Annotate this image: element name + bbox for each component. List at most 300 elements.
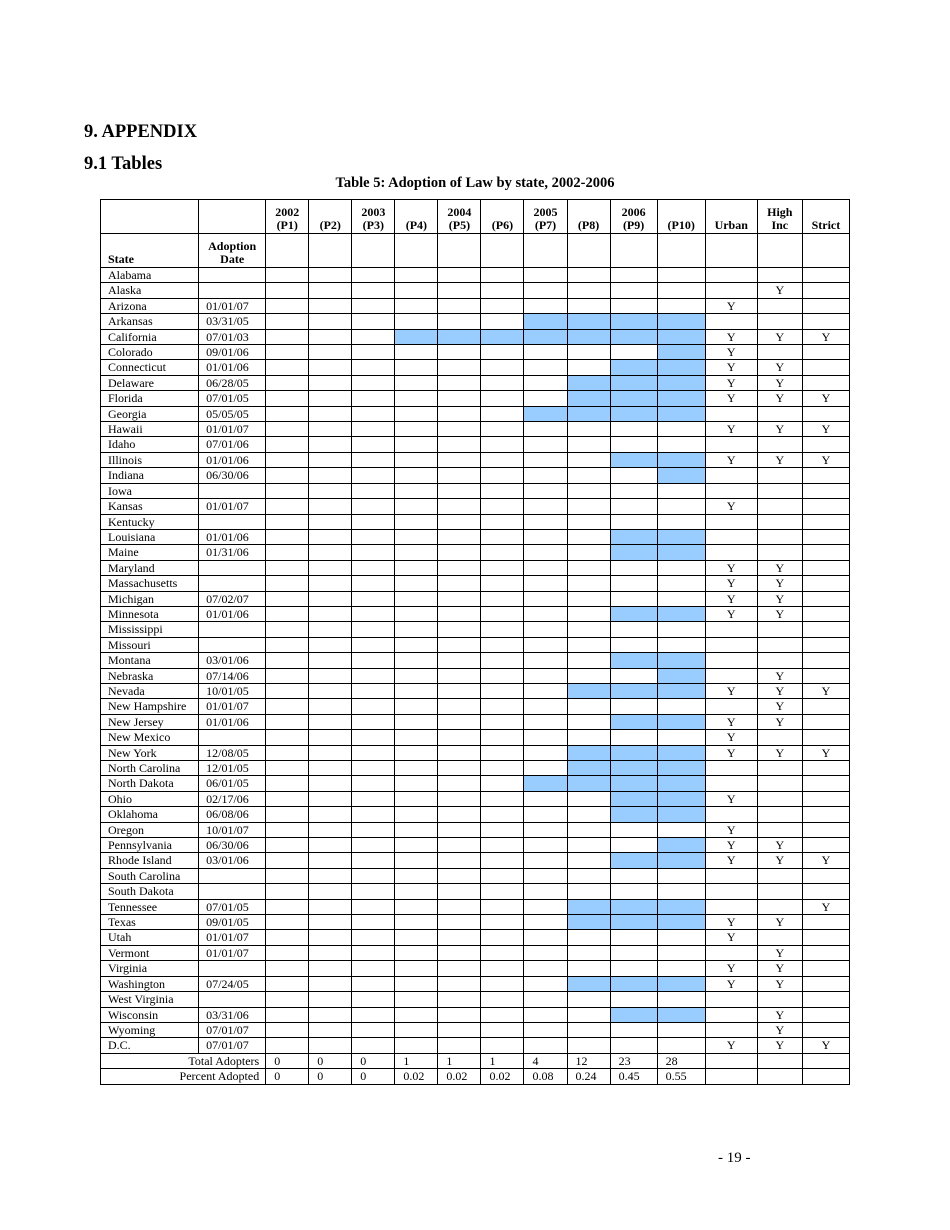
period-cell — [309, 499, 352, 514]
high-inc-cell — [757, 406, 802, 421]
adoption-date-cell: 06/28/05 — [199, 375, 266, 390]
period-cell — [352, 668, 395, 683]
strict-cell — [802, 499, 849, 514]
period-cell — [266, 314, 309, 329]
period-cell — [524, 1007, 567, 1022]
period-cell — [352, 761, 395, 776]
state-cell: Delaware — [101, 375, 199, 390]
period-cell-adopted — [657, 468, 705, 483]
state-cell: Indiana — [101, 468, 199, 483]
period-cell — [481, 622, 524, 637]
high-inc-cell: Y — [757, 360, 802, 375]
period-cell — [352, 452, 395, 467]
period-cell — [481, 868, 524, 883]
period-cell — [481, 776, 524, 791]
strict-cell — [802, 283, 849, 298]
period-cell — [524, 283, 567, 298]
header-adoption-line2: Date — [220, 252, 245, 266]
period-cell — [567, 1022, 610, 1037]
period-cell — [657, 730, 705, 745]
state-cell: Wisconsin — [101, 1007, 199, 1022]
period-cell — [481, 514, 524, 529]
period-cell — [481, 838, 524, 853]
period-cell — [438, 945, 481, 960]
urban-cell — [705, 699, 757, 714]
state-cell: New Jersey — [101, 714, 199, 729]
period-cell-adopted — [567, 745, 610, 760]
urban-cell — [705, 884, 757, 899]
state-cell: New Hampshire — [101, 699, 199, 714]
period-cell — [395, 452, 438, 467]
urban-cell: Y — [705, 576, 757, 591]
period-cell-adopted — [657, 714, 705, 729]
urban-cell — [705, 545, 757, 560]
period-cell-adopted — [657, 915, 705, 930]
period-cell — [524, 268, 567, 283]
urban-cell — [705, 1022, 757, 1037]
period-cell — [266, 884, 309, 899]
adoption-date-cell — [199, 576, 266, 591]
period-cell — [567, 268, 610, 283]
table-row — [101, 930, 850, 945]
urban-cell — [705, 283, 757, 298]
urban-cell — [705, 468, 757, 483]
period-cell — [610, 437, 657, 452]
high-inc-cell — [757, 545, 802, 560]
percent-adopted-row-value: 0.02 — [481, 1069, 524, 1084]
high-inc-cell — [757, 761, 802, 776]
period-cell — [352, 545, 395, 560]
strict-cell: Y — [802, 745, 849, 760]
percent-adopted-row-value: 0.08 — [524, 1069, 567, 1084]
table-row — [101, 868, 850, 883]
period-cell — [524, 499, 567, 514]
strict-cell — [802, 622, 849, 637]
state-cell: Rhode Island — [101, 853, 199, 868]
period-cell — [395, 761, 438, 776]
empty-cell — [757, 1069, 802, 1084]
period-cell — [567, 576, 610, 591]
period-cell — [524, 868, 567, 883]
period-cell — [524, 622, 567, 637]
adoption-date-cell: 07/01/05 — [199, 899, 266, 914]
period-cell — [481, 915, 524, 930]
state-cell: Massachusetts — [101, 576, 199, 591]
period-cell — [567, 992, 610, 1007]
period-cell — [395, 822, 438, 837]
total-adopters-row-value: 1 — [481, 1053, 524, 1068]
period-cell — [309, 622, 352, 637]
adoption-date-cell: 07/01/05 — [199, 391, 266, 406]
table-row — [101, 653, 850, 668]
period-cell — [610, 838, 657, 853]
header-period — [352, 200, 395, 234]
period-cell — [266, 945, 309, 960]
period-cell — [524, 514, 567, 529]
period-cell — [481, 976, 524, 991]
urban-cell — [705, 1007, 757, 1022]
adoption-date-cell: 01/31/06 — [199, 545, 266, 560]
period-cell — [481, 791, 524, 806]
strict-cell — [802, 915, 849, 930]
period-cell — [481, 668, 524, 683]
period-cell-adopted — [657, 807, 705, 822]
period-cell — [524, 976, 567, 991]
period-cell — [481, 375, 524, 390]
period-cell-adopted — [657, 791, 705, 806]
urban-cell: Y — [705, 560, 757, 575]
urban-cell: Y — [705, 791, 757, 806]
period-cell — [481, 683, 524, 698]
period-cell — [309, 822, 352, 837]
period-cell — [524, 545, 567, 560]
period-cell — [481, 653, 524, 668]
adoption-date-cell — [199, 868, 266, 883]
high-inc-cell — [757, 314, 802, 329]
period-cell — [266, 976, 309, 991]
table-row — [101, 560, 850, 575]
period-cell — [524, 576, 567, 591]
period-cell — [481, 899, 524, 914]
period-cell — [610, 668, 657, 683]
period-cell-adopted — [438, 329, 481, 344]
strict-cell — [802, 761, 849, 776]
period-cell — [524, 699, 567, 714]
period-cell — [352, 699, 395, 714]
header-period-label: (P8) — [577, 218, 600, 232]
period-cell — [657, 699, 705, 714]
adoption-date-cell — [199, 637, 266, 652]
table-row — [101, 468, 850, 483]
period-cell — [266, 930, 309, 945]
state-cell: Missouri — [101, 637, 199, 652]
total-adopters-row-value: 4 — [524, 1053, 567, 1068]
period-cell-adopted — [610, 653, 657, 668]
period-cell — [481, 437, 524, 452]
period-cell — [567, 699, 610, 714]
period-cell — [395, 360, 438, 375]
period-cell — [309, 776, 352, 791]
header-period-label: (P6) — [491, 218, 514, 232]
high-inc-cell: Y — [757, 452, 802, 467]
urban-cell — [705, 406, 757, 421]
period-cell — [524, 683, 567, 698]
strict-cell — [802, 1007, 849, 1022]
period-cell — [352, 529, 395, 544]
adoption-date-cell — [199, 622, 266, 637]
urban-cell: Y — [705, 452, 757, 467]
high-inc-cell — [757, 468, 802, 483]
period-cell-adopted — [610, 1007, 657, 1022]
period-cell — [352, 915, 395, 930]
period-cell — [524, 945, 567, 960]
period-cell — [395, 853, 438, 868]
percent-adopted-row-value: 0 — [309, 1069, 352, 1084]
period-cell — [395, 1022, 438, 1037]
period-cell — [309, 853, 352, 868]
period-cell — [438, 714, 481, 729]
period-cell-adopted — [657, 761, 705, 776]
urban-cell — [705, 776, 757, 791]
urban-cell — [705, 761, 757, 776]
table-row — [101, 483, 850, 498]
period-cell — [481, 560, 524, 575]
adoption-date-cell: 01/01/07 — [199, 699, 266, 714]
period-cell — [352, 499, 395, 514]
percent-adopted-row — [101, 1069, 850, 1084]
period-cell — [657, 437, 705, 452]
adoption-date-cell: 07/01/07 — [199, 1038, 266, 1053]
period-cell — [657, 622, 705, 637]
period-cell-adopted — [657, 776, 705, 791]
adoption-date-cell: 02/17/06 — [199, 791, 266, 806]
period-cell — [352, 838, 395, 853]
high-inc-cell — [757, 483, 802, 498]
period-cell — [481, 483, 524, 498]
percent-adopted-row-value: 0.45 — [610, 1069, 657, 1084]
urban-cell: Y — [705, 606, 757, 621]
urban-cell: Y — [705, 915, 757, 930]
high-inc-cell — [757, 899, 802, 914]
empty-cell — [705, 1069, 757, 1084]
period-cell — [395, 283, 438, 298]
period-cell — [567, 545, 610, 560]
period-cell — [438, 776, 481, 791]
period-cell-adopted — [610, 545, 657, 560]
period-cell — [309, 422, 352, 437]
state-cell: Georgia — [101, 406, 199, 421]
period-cell — [481, 822, 524, 837]
urban-cell: Y — [705, 822, 757, 837]
period-cell — [395, 468, 438, 483]
table-row — [101, 945, 850, 960]
period-cell-adopted — [610, 807, 657, 822]
period-cell — [266, 853, 309, 868]
period-cell — [481, 576, 524, 591]
period-cell — [481, 360, 524, 375]
period-cell — [524, 468, 567, 483]
period-cell — [438, 1022, 481, 1037]
period-cell — [352, 622, 395, 637]
period-cell — [395, 683, 438, 698]
total-adopters-row-value: 1 — [438, 1053, 481, 1068]
period-cell-adopted — [657, 360, 705, 375]
header-period — [657, 200, 705, 234]
table-row — [101, 268, 850, 283]
header-blank — [567, 234, 610, 268]
strict-cell — [802, 514, 849, 529]
table-row — [101, 961, 850, 976]
period-cell — [266, 699, 309, 714]
period-cell — [481, 714, 524, 729]
table-row — [101, 329, 850, 344]
period-cell — [438, 653, 481, 668]
period-cell — [438, 976, 481, 991]
adoption-date-cell: 07/01/07 — [199, 1022, 266, 1037]
high-inc-cell: Y — [757, 915, 802, 930]
state-cell: South Carolina — [101, 868, 199, 883]
period-cell — [395, 345, 438, 360]
period-cell — [438, 807, 481, 822]
period-cell — [395, 899, 438, 914]
strict-cell — [802, 298, 849, 313]
strict-cell — [802, 961, 849, 976]
state-cell: Utah — [101, 930, 199, 945]
period-cell — [524, 961, 567, 976]
urban-cell: Y — [705, 745, 757, 760]
table-row — [101, 406, 850, 421]
table-row — [101, 745, 850, 760]
table-row — [101, 283, 850, 298]
period-cell — [266, 745, 309, 760]
adoption-date-cell: 07/02/07 — [199, 591, 266, 606]
high-inc-cell — [757, 791, 802, 806]
period-cell — [352, 591, 395, 606]
period-cell — [438, 514, 481, 529]
adoption-date-cell — [199, 560, 266, 575]
period-cell — [395, 884, 438, 899]
table-row — [101, 529, 850, 544]
period-cell — [567, 838, 610, 853]
urban-cell — [705, 899, 757, 914]
strict-cell — [802, 699, 849, 714]
period-cell — [657, 298, 705, 313]
percent-adopted-row-label: Percent Adopted — [101, 1069, 266, 1084]
high-inc-cell: Y — [757, 329, 802, 344]
strict-cell — [802, 976, 849, 991]
state-cell: Idaho — [101, 437, 199, 452]
period-cell — [524, 298, 567, 313]
period-cell — [352, 437, 395, 452]
period-cell — [352, 730, 395, 745]
period-cell-adopted — [657, 745, 705, 760]
urban-cell — [705, 668, 757, 683]
period-cell — [309, 668, 352, 683]
period-cell — [567, 514, 610, 529]
high-inc-cell: Y — [757, 591, 802, 606]
period-cell — [309, 606, 352, 621]
period-cell — [309, 483, 352, 498]
header-period — [266, 200, 309, 234]
period-cell — [567, 622, 610, 637]
header-blank — [705, 234, 757, 268]
high-inc-cell: Y — [757, 745, 802, 760]
table-row — [101, 992, 850, 1007]
total-adopters-row — [101, 1053, 850, 1068]
period-cell — [352, 375, 395, 390]
period-cell — [266, 591, 309, 606]
state-cell: Illinois — [101, 452, 199, 467]
table-row — [101, 761, 850, 776]
adoption-date-cell: 01/01/07 — [199, 930, 266, 945]
urban-cell — [705, 483, 757, 498]
period-cell — [266, 452, 309, 467]
strict-cell — [802, 776, 849, 791]
table-caption: Table 5: Adoption of Law by state, 2002-2006 — [335, 175, 615, 191]
period-cell-adopted — [610, 529, 657, 544]
period-cell — [395, 545, 438, 560]
period-cell — [438, 545, 481, 560]
adoption-date-cell: 12/08/05 — [199, 745, 266, 760]
urban-cell — [705, 314, 757, 329]
table-row — [101, 714, 850, 729]
urban-cell: Y — [705, 853, 757, 868]
period-cell — [266, 329, 309, 344]
strict-cell — [802, 714, 849, 729]
state-cell: South Dakota — [101, 884, 199, 899]
period-cell — [309, 653, 352, 668]
period-cell — [266, 391, 309, 406]
period-cell — [395, 268, 438, 283]
header-period-label: (P2) — [319, 218, 341, 232]
period-cell — [610, 591, 657, 606]
total-adopters-row-value: 28 — [657, 1053, 705, 1068]
period-cell — [610, 992, 657, 1007]
period-cell — [438, 468, 481, 483]
period-cell — [524, 853, 567, 868]
header-period-year: 2002 — [275, 205, 300, 219]
period-cell — [524, 606, 567, 621]
adoption-date-cell: 06/08/06 — [199, 807, 266, 822]
period-cell — [395, 529, 438, 544]
period-cell — [567, 637, 610, 652]
adoption-date-cell: 07/14/06 — [199, 668, 266, 683]
period-cell — [395, 961, 438, 976]
period-cell — [567, 930, 610, 945]
period-cell-adopted — [657, 606, 705, 621]
strict-cell — [802, 868, 849, 883]
period-cell — [309, 807, 352, 822]
period-cell — [266, 345, 309, 360]
table-row — [101, 1007, 850, 1022]
urban-cell: Y — [705, 961, 757, 976]
period-cell — [524, 761, 567, 776]
period-cell — [266, 514, 309, 529]
period-cell — [395, 776, 438, 791]
period-cell — [266, 668, 309, 683]
period-cell-adopted — [567, 329, 610, 344]
period-cell — [438, 683, 481, 698]
period-cell — [395, 992, 438, 1007]
period-cell — [352, 360, 395, 375]
header-period — [438, 200, 481, 234]
state-cell: Vermont — [101, 945, 199, 960]
urban-cell: Y — [705, 591, 757, 606]
period-cell-adopted — [524, 776, 567, 791]
period-cell-adopted — [657, 838, 705, 853]
period-cell — [352, 314, 395, 329]
period-cell — [567, 468, 610, 483]
percent-adopted-row-value: 0.55 — [657, 1069, 705, 1084]
adoption-date-cell: 01/01/06 — [199, 452, 266, 467]
header-period-label: (P7) — [534, 218, 557, 232]
period-cell — [481, 298, 524, 313]
high-inc-cell — [757, 884, 802, 899]
period-cell — [438, 560, 481, 575]
period-cell — [352, 868, 395, 883]
period-cell — [395, 653, 438, 668]
period-cell — [567, 483, 610, 498]
period-cell — [352, 930, 395, 945]
state-cell: Montana — [101, 653, 199, 668]
period-cell — [567, 360, 610, 375]
period-cell-adopted — [657, 545, 705, 560]
period-cell — [524, 375, 567, 390]
period-cell — [266, 468, 309, 483]
adoption-date-cell — [199, 884, 266, 899]
period-cell — [567, 822, 610, 837]
state-cell: Mississippi — [101, 622, 199, 637]
